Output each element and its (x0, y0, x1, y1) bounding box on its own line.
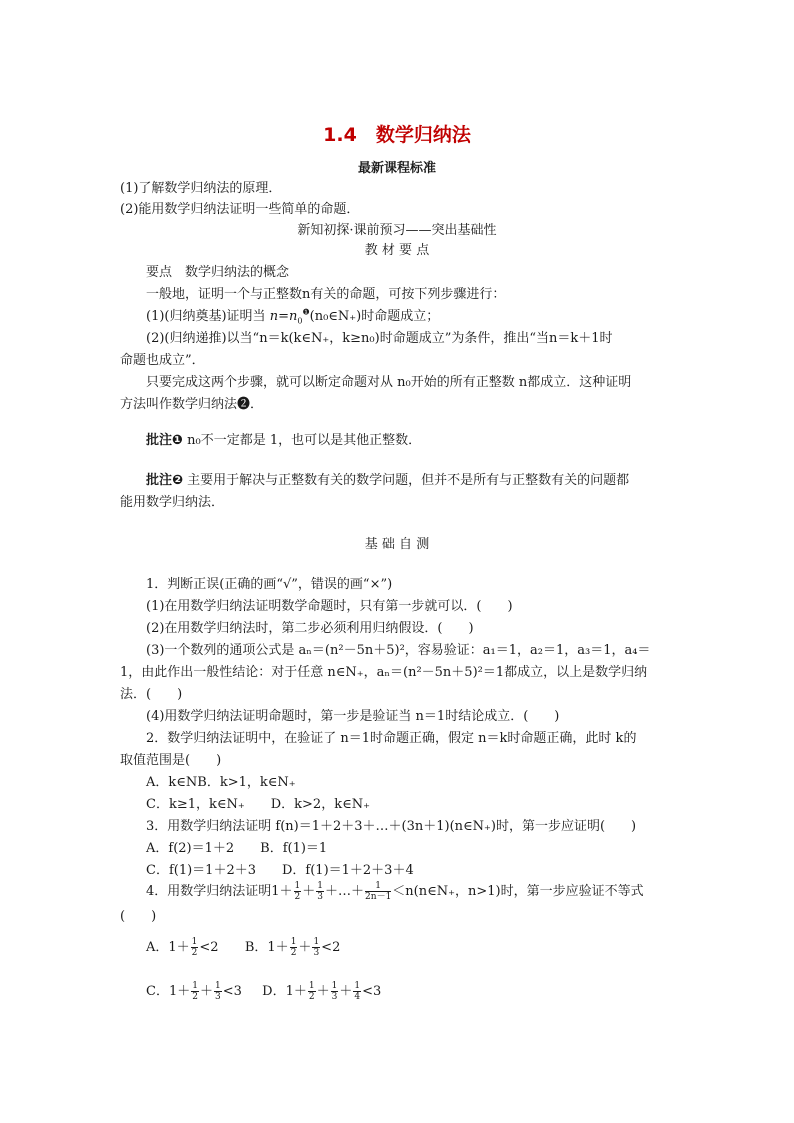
fraction: $\frac{1}{3}$ (214, 981, 221, 1002)
q4-stem: 4．用数学归纳法证明1＋ $\frac{1}{2}$ ＋ $\frac{1}{3}$ ＋…＋ $\frac{1}{2n-1}$ ＜n(n∈N₊，n>1)时，第一步应验证不等式 (146, 881, 644, 902)
q3-stem: 3．用数学归纳法证明 f(n)＝1＋2＋3＋…＋(3n＋1)(n∈N₊)时，第一步应证明( ) (146, 819, 637, 834)
q4-tail: ＜n(n∈N₊，n>1)时，第一步应验证不等式 (392, 884, 644, 899)
key-point-title: 要点 数学归纳法的概念 (146, 265, 290, 280)
page-title: 1.4 数学归纳法 (323, 124, 471, 146)
q1-item-b: (2)在用数学归纳法时，第二步必须利用归纳假设．( ) (146, 621, 474, 636)
note-1-text: n₀不一定都是 1，也可以是其他正整数． (187, 433, 422, 448)
standard-item: (1)了解数学归纳法的原理． (120, 181, 282, 196)
fraction: $\frac{1}{2}$ (192, 981, 198, 1002)
fraction: $\frac{1}{2}$ (294, 881, 301, 902)
section-banner: 新知初探·课前预习——突出基础性 (297, 223, 497, 238)
q1-item-d: (4)用数学归纳法证明命题时，第一步是验证当 n＝1时结论成立．( ) (146, 709, 560, 724)
q2-options-row2: C．k≥1，k∈N₊ D．k>2，k∈N₊ (146, 797, 370, 812)
fraction: $\frac{1}{2}$ (308, 981, 315, 1002)
note-2-line2: 能用数学归纳法． (120, 495, 225, 510)
fraction: $\frac{1}{3}$ (313, 937, 320, 958)
q1-stem: 1．判断正误(正确的画“√”，错误的画“×”) (146, 577, 393, 592)
step-1: (1)(归纳奠基)证明当 $n=n_0^❶(n_0\in N_+)$时命题成立； (146, 307, 440, 326)
standard-item: (2)能用数学归纳法证明一些简单的命题． (120, 202, 360, 217)
step-2-line1: (2)(归纳递推)以当“n＝k(k∈N₊，k≥n₀)时命题成立”为条件，推出“当n＝k＋1时 (146, 331, 613, 346)
step-1-lead: (1)(归纳奠基)证明当 (146, 309, 266, 324)
step-1-formula: n (269, 309, 279, 324)
q3-options-row1: A．f(2)＝1＋2 B．f(1)＝1 (146, 841, 328, 856)
step-2-line2: 命题也成立”． (120, 353, 205, 368)
note-1 (146, 432, 421, 450)
q2-line2: 取值范围是( ) (120, 753, 222, 768)
q1-item-c-line2: 1，由此作出一般性结论：对于任意 n∈N₊，aₙ＝(n²－5n＋5)²＝1都成立，以上是数学归纳 (120, 665, 648, 680)
q2-line1: 2．数学归纳法证明中，在验证了 n＝1时命题正确，假定 n＝k时命题正确，此时 k的 (146, 731, 637, 746)
fraction: $\frac{1}{4}$ (354, 981, 361, 1002)
q4-mid: ＋…＋ (325, 884, 365, 899)
note-1-label: 批注❶ (146, 433, 184, 448)
fraction: $\frac{1}{2}$ (290, 937, 297, 958)
step-1-tail: (n₀∈N₊)时命题成立； (309, 309, 440, 324)
q4-options-row2: C．1＋ $\frac{1}{2}$ ＋ $\frac{1}{3}$ <3 D．1＋ $\frac{1}{2}$ ＋ $\frac{1}{3}$ ＋ $\frac{1}{4}$ <3 (146, 981, 382, 1002)
q1-item-a: (1)在用数学归纳法证明数学命题时，只有第一步就可以．( ) (146, 599, 513, 614)
fraction: $\frac{1}{2n-1}$ (365, 881, 392, 902)
q1-item-c-line3: 法．( ) (120, 687, 183, 702)
fraction: $\frac{1}{2}$ (191, 937, 198, 958)
q4-options-row1: A．1＋ $\frac{1}{2}$ <2 B．1＋ $\frac{1}{2}$ ＋ $\frac{1}{3}$ <2 (146, 937, 341, 958)
textbook-heading: 教 材 要 点 (364, 243, 430, 258)
q1-item-c-line1: (3)一个数列的通项公式是 aₙ＝(n²－5n＋5)²，容易验证：a₁＝1，a₂＝1，a₃＝1，a₄＝ (146, 643, 651, 658)
key-point-intro: 一般地，证明一个与正整数n有关的命题，可按下列步骤进行： (146, 287, 506, 302)
q4-lead: 4．用数学归纳法证明1＋ (146, 884, 293, 899)
q2-options-row1: A．k∈NB．k>1，k∈N₊ (146, 775, 296, 790)
fraction: $\frac{1}{3}$ (331, 981, 338, 1002)
conclusion-line1: 只要完成这两个步骤，就可以断定命题对从 n₀开始的所有正整数 n都成立．这种证明 (146, 375, 632, 390)
standards-heading: 最新课程标准 (357, 161, 436, 176)
self-test-heading: 基 础 自 测 (364, 537, 430, 552)
note-2 (146, 472, 629, 490)
q4-line2: ( ) (120, 909, 157, 924)
fraction: $\frac{1}{3}$ (317, 881, 324, 902)
conclusion-line2: 方法叫作数学归纳法❷． (120, 397, 264, 412)
note-2-text: 主要用于解决与正整数有关的数学问题，但并不是所有与正整数有关的问题都 (187, 473, 630, 488)
note-2-label: 批注❷ (146, 473, 184, 488)
q3-options-row2: C．f(1)＝1＋2＋3 D．f(1)＝1＋2＋3＋4 (146, 863, 414, 878)
